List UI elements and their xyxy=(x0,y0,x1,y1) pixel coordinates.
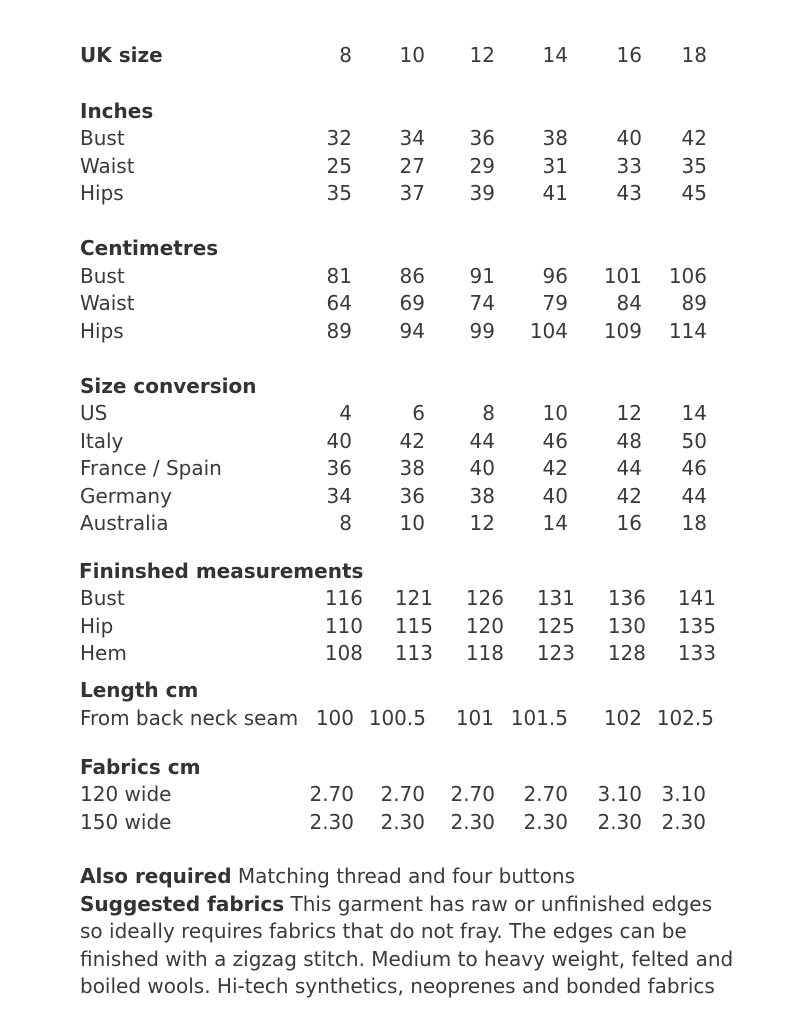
cell-value: 81 xyxy=(326,264,352,288)
cell-value: 44 xyxy=(681,484,707,508)
cell-value: 4 xyxy=(339,401,352,425)
cell-value: 2.30 xyxy=(309,810,354,834)
suggested-fabrics-line-3: finished with a zigzag stitch. Medium to heavy weight, felted and xyxy=(80,946,734,971)
cell-value: 101 xyxy=(455,706,494,730)
cell-value: 40 xyxy=(326,429,352,453)
cell-value: 31 xyxy=(542,154,568,178)
cell-value: 101 xyxy=(603,264,642,288)
row-label: Italy xyxy=(80,429,124,453)
cell-value: 131 xyxy=(536,586,575,610)
cell-value: 120 xyxy=(465,614,504,638)
cell-value: 48 xyxy=(616,429,642,453)
cell-value: 42 xyxy=(542,456,568,480)
cell-value: 96 xyxy=(542,264,568,288)
cell-value: 2.70 xyxy=(380,782,425,806)
suggested-fabrics-text-1: This garment has raw or unfinished edges xyxy=(284,891,712,916)
cell-value: 6 xyxy=(412,401,425,425)
row-label: 120 wide xyxy=(80,782,172,806)
cell-value: 10 xyxy=(542,401,568,425)
cell-value: 45 xyxy=(681,181,707,205)
row-label: Germany xyxy=(80,484,172,508)
cell-value: 123 xyxy=(536,641,575,665)
section-title-centimetres: Centimetres xyxy=(80,236,219,260)
cell-value: 133 xyxy=(677,641,716,665)
cell-value: 2.30 xyxy=(523,810,568,834)
row-label: Hem xyxy=(80,641,127,665)
suggested-fabrics-line-1 xyxy=(80,891,740,919)
size-header-12: 12 xyxy=(469,43,495,67)
cell-value: 136 xyxy=(607,586,646,610)
cell-value: 44 xyxy=(616,456,642,480)
cell-value: 74 xyxy=(469,291,495,315)
section-title-finished-measurements: Fininshed measurements xyxy=(79,559,364,583)
size-header-14: 14 xyxy=(542,43,568,67)
cell-value: 35 xyxy=(681,154,707,178)
also-required-line xyxy=(80,863,740,891)
cell-value: 40 xyxy=(616,126,642,150)
cell-value: 36 xyxy=(469,126,495,150)
cell-value: 46 xyxy=(681,456,707,480)
cell-value: 125 xyxy=(536,614,575,638)
cell-value: 3.10 xyxy=(597,782,642,806)
cell-value: 2.30 xyxy=(661,810,706,834)
section-title-fabrics: Fabrics cm xyxy=(80,755,201,779)
suggested-fabrics-line-4: boiled wools. Hi-tech synthetics, neoprenes and bonded fabrics xyxy=(80,974,715,998)
row-label: Australia xyxy=(80,511,169,535)
section-title-inches: Inches xyxy=(80,99,154,123)
cell-value: 44 xyxy=(469,429,495,453)
row-label: From back neck seam xyxy=(80,706,299,730)
cell-value: 106 xyxy=(668,264,707,288)
suggested-fabrics-label: Suggested fabrics xyxy=(80,891,285,916)
cell-value: 38 xyxy=(399,456,425,480)
cell-value: 101.5 xyxy=(510,706,568,730)
cell-value: 37 xyxy=(399,181,425,205)
cell-value: 89 xyxy=(681,291,707,315)
cell-value: 116 xyxy=(324,586,363,610)
cell-value: 10 xyxy=(399,511,425,535)
also-required-text: Matching thread and four buttons xyxy=(231,864,576,888)
cell-value: 2.30 xyxy=(450,810,495,834)
cell-value: 94 xyxy=(399,319,425,343)
cell-value: 115 xyxy=(394,614,433,638)
cell-value: 141 xyxy=(677,586,716,610)
row-label: Bust xyxy=(80,264,125,288)
notes-block xyxy=(80,863,740,1001)
cell-value: 3.10 xyxy=(661,782,706,806)
cell-value: 2.30 xyxy=(380,810,425,834)
cell-value: 8 xyxy=(339,511,352,535)
uk-size-label: UK size xyxy=(80,43,163,67)
cell-value: 79 xyxy=(542,291,568,315)
cell-value: 32 xyxy=(326,126,352,150)
cell-value: 29 xyxy=(469,154,495,178)
cell-value: 64 xyxy=(326,291,352,315)
cell-value: 118 xyxy=(465,641,504,665)
cell-value: 18 xyxy=(681,511,707,535)
cell-value: 27 xyxy=(399,154,425,178)
cell-value: 108 xyxy=(324,641,363,665)
cell-value: 84 xyxy=(616,291,642,315)
cell-value: 40 xyxy=(542,484,568,508)
cell-value: 2.70 xyxy=(309,782,354,806)
size-header-16: 16 xyxy=(616,43,642,67)
cell-value: 16 xyxy=(616,511,642,535)
cell-value: 100.5 xyxy=(368,706,426,730)
cell-value: 126 xyxy=(465,586,504,610)
cell-value: 69 xyxy=(399,291,425,315)
cell-value: 12 xyxy=(616,401,642,425)
cell-value: 114 xyxy=(668,319,707,343)
cell-value: 100 xyxy=(315,706,354,730)
row-label: Hip xyxy=(80,614,114,638)
cell-value: 42 xyxy=(616,484,642,508)
row-label: France / Spain xyxy=(80,456,222,480)
row-label: Hips xyxy=(80,181,124,205)
cell-value: 135 xyxy=(677,614,716,638)
section-title-length: Length cm xyxy=(80,678,199,702)
cell-value: 121 xyxy=(394,586,433,610)
cell-value: 8 xyxy=(482,401,495,425)
cell-value: 102 xyxy=(603,706,642,730)
cell-value: 130 xyxy=(607,614,646,638)
row-label: Bust xyxy=(80,126,125,150)
cell-value: 2.70 xyxy=(523,782,568,806)
cell-value: 42 xyxy=(681,126,707,150)
cell-value: 14 xyxy=(542,511,568,535)
cell-value: 43 xyxy=(616,181,642,205)
cell-value: 39 xyxy=(469,181,495,205)
cell-value: 89 xyxy=(326,319,352,343)
cell-value: 50 xyxy=(681,429,707,453)
section-title-size-conversion: Size conversion xyxy=(80,374,257,398)
cell-value: 14 xyxy=(681,401,707,425)
row-label: Waist xyxy=(80,154,135,178)
cell-value: 99 xyxy=(469,319,495,343)
size-header-10: 10 xyxy=(399,43,425,67)
cell-value: 46 xyxy=(542,429,568,453)
cell-value: 34 xyxy=(326,484,352,508)
cell-value: 40 xyxy=(469,456,495,480)
cell-value: 38 xyxy=(469,484,495,508)
cell-value: 109 xyxy=(603,319,642,343)
cell-value: 2.70 xyxy=(450,782,495,806)
row-label: 150 wide xyxy=(80,810,172,834)
cell-value: 91 xyxy=(469,264,495,288)
cell-value: 2.30 xyxy=(597,810,642,834)
cell-value: 12 xyxy=(469,511,495,535)
row-label: Bust xyxy=(80,586,125,610)
row-label: Waist xyxy=(80,291,135,315)
cell-value: 86 xyxy=(399,264,425,288)
cell-value: 110 xyxy=(324,614,363,638)
cell-value: 34 xyxy=(399,126,425,150)
cell-value: 35 xyxy=(326,181,352,205)
cell-value: 25 xyxy=(326,154,352,178)
size-header-8: 8 xyxy=(339,43,352,67)
cell-value: 113 xyxy=(394,641,433,665)
size-header-18: 18 xyxy=(681,43,707,67)
cell-value: 128 xyxy=(607,641,646,665)
cell-value: 102.5 xyxy=(656,706,714,730)
cell-value: 38 xyxy=(542,126,568,150)
cell-value: 36 xyxy=(326,456,352,480)
cell-value: 36 xyxy=(399,484,425,508)
cell-value: 33 xyxy=(616,154,642,178)
suggested-fabrics-line-2: so ideally requires fabrics that do not fray. The edges can be xyxy=(80,919,687,943)
row-label: Hips xyxy=(80,319,124,343)
cell-value: 42 xyxy=(399,429,425,453)
cell-value: 104 xyxy=(529,319,568,343)
cell-value: 41 xyxy=(542,181,568,205)
row-label: US xyxy=(80,401,108,425)
also-required-label: Also required xyxy=(80,864,232,888)
